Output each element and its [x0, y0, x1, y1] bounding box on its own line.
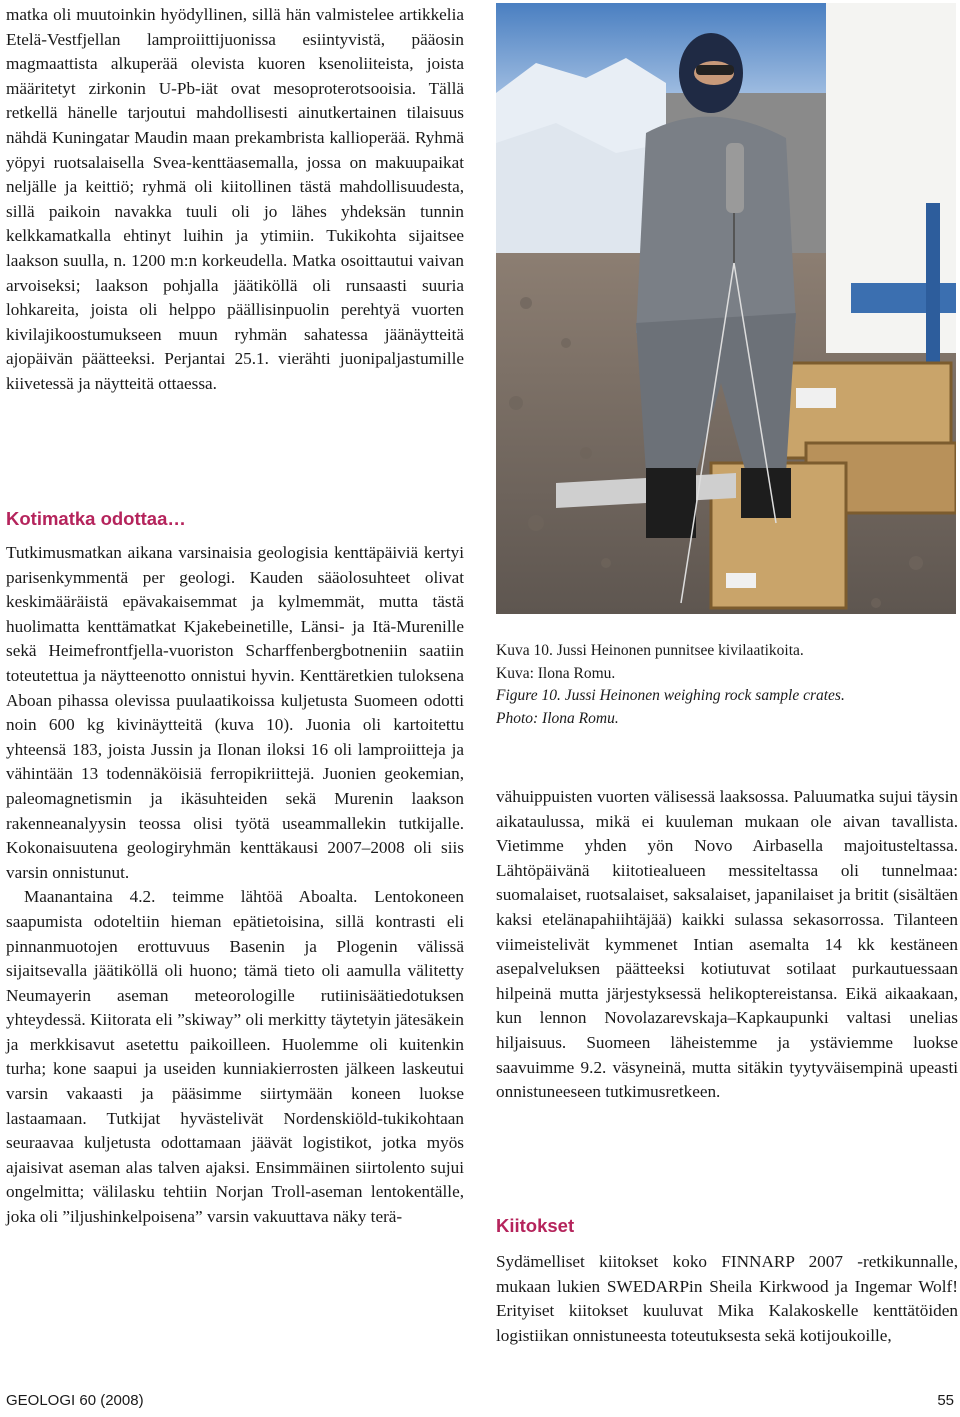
caption-fi-line2: Kuva: Ilona Romu.	[496, 664, 616, 682]
kiitokset-column	[496, 1250, 958, 1348]
figure-caption	[496, 640, 958, 730]
caption-fi-line1: Kuva 10. Jussi Heinonen punnitsee kivilaatikoita.	[496, 642, 804, 659]
caption-en-line1: Figure 10. Jussi Heinonen weighing rock sample crates.	[496, 687, 845, 704]
paragraph: vähuippuisten vuorten välisessä laaksossa. Paluumatka sujui täysin aikataulussa, mikä ei kuuleman mukaan ole aivan tavallista. Vietimme yhden yön Novo Airbasella majoitusteltassa. Lähtöpäivänä kiitotiealueen messiteltassa oli tunnelmaa: suomalaiset, ruotsalaiset, saksalaiset, japanilaiset ja britit (sisältäen kaksi etelänapahiihtäjää) kaikki sulassa sekasorrossa. Tilanteen viimeistelivät kymmenet Intian asemalta 14 kk kestäneen asepalveluksen päätteeksi kotiutuvat sotilaat purkautuessaan hilpeinä mutta järjestyksessä helikoptereistansa. Eikä aikaakaan, kun lennon Novolazarevskaja–Kapkaupunki valtasi unelias hiljaisuus. Suomeen läheistemme ja ystäviemme luokse saavuimme 9.2. väsyneinä, mutta sitäkin tyytyväisempinä upeasti onnistuneeseen tutkimusretkeen.	[496, 787, 958, 1102]
left-column-bottom	[6, 541, 464, 1230]
footer-journal: GEOLOGI 60 (2008)	[6, 1392, 144, 1409]
right-column	[496, 785, 958, 1105]
photo-figure-10	[496, 3, 956, 614]
section-heading-kotimatka: Kotimatka odottaa…	[6, 508, 186, 529]
paragraph: Sydämelliset kiitokset koko FINNARP 2007 -retkikunnalle, mukaan lukien SWEDARPin Sheila Kirkwood ja Ingemar Wolf! Erityiset kiitokset kuuluvat Mika Kalakoskelle kenttätöiden logistiikan onnistuneesta toteutuksesta sekä kotijoukoille,	[496, 1252, 958, 1345]
paragraph: Maanantaina 4.2. teimme lähtöä Aboalta. Lentokoneen saapumista odoteltiin hieman epätietoisina, sillä kontrasti eli pinnanmuotojen erottuvuus Basenin ja Plogenin välissä sijaitsevalla jäätiköllä oli huono; tämä tieto oli aamulla välitetty Neumayerin aseman meteorologille rutiinisäätiedotuksen yhteydessä. Kiitorata eli ”skiway” oli merkitty täytetyin jätesäkein ja merkkisavut asetettu paikoilleen. Huolemme oli kuitenkin turha; kone saapui ja useiden kunniakierrosten jälkeen laskeutui varsin vakaasti ja pääsimme siirtymään koneen luokse lastaamaan. Tutkijat hyvästelivät Nordenskiöld-tukikohtaan seuraavaa kuljetusta odottamaan jäävät logistikot, jotka myös ajaisivat aseman alas talven ajaksi. Ensimmäinen siirtolento sujui ongelmitta; välilasku tehtiin Norjan Troll-aseman lentokentälle, joka oli ”iljushinkelpoisena” varsin vakuuttava näky terä-	[6, 887, 464, 1227]
left-column-top	[6, 3, 464, 397]
section-heading-kiitokset: Kiitokset	[496, 1215, 575, 1236]
caption-en-line2: Photo: Ilona Romu.	[496, 709, 619, 727]
paragraph: matka oli muutoinkin hyödyllinen, sillä hän valmistelee artikkelia Etelä-Vestfjellan lamproiittijuonissa esiintyvistä, pääosin magmaattista alkuperää olevista kuoren ksenoliiteista, joista määritetyt zirkonin U-Pb-iät ovat mesoproterotsooisia. Tällä retkellä hänelle tarjoutui mahdollisesti ainutkertainen tilaisuus nähdä Kuningatar Maudin maan prekambrista kallioperää. Ryhmä yöpyi ruotsalaisella Svea-kenttäasemalla, jossa on makuupaikat neljälle ja keittiö; ryhmä oli kiitollinen tästä mahdollisuudesta, sillä paikoin navakka tuuli oli jo lähes yhdeksän tunnin kelkkamatkalla ehtinyt luihin ja ytimiin. Tukikohta sijaitsee laakson suulla, n. 1200 m:n korkeudella. Matka osoittautui vaivan arvoiseksi; laakson pohjalla jäätiköllä oli runsaasti suuria lohkareita, joista oli helppo päällisinpuolin perehtyä vuorten kivilajikoostumukseen muun ryhmän sahatessa jäänäytteitä ajopäivän päätteeksi. Perjantai 25.1. vierähti juonipaljastumille kiivetessä ja näytteitä ottaessa.	[6, 5, 464, 393]
paragraph: Tutkimusmatkan aikana varsinaisia geologisia kenttäpäiviä kertyi parisenkymmentä per geologi. Kauden sääolosuhteet olivat keskimääräistä epävakaisemmat ja kylmemmät, mutta tästä huolimatta kenttämatkat Kjakebeinetille, Länsi- ja Itä-Murenille sekä Heimefrontfjella-vuoriston Scharffenbergbotneniin saatiin toteutettua ja näytteenotto onnistui hyvin. Kenttäretkien tuloksena Aboan pihassa olevissa puulaatikoissa kuljetusta Suomeen odotti noin 600 kg kivinäytteitä (kuva 10). Juonia oli kartoitettu yhteensä 183, joista Jussin ja Ilonan iloksi 16 oli lamproiitteja ja vähintään 13 todennäköisiä ferropikriittejä. Juonien geokemian, paleomagnetismin ja ikäsuhteiden sekä Murenin laakson rakenneanalyysin teossa olisi työtä useammallekin tutkijalle. Kokonaisuutena geologiryhmän kenttäkausi 2007–2008 oli siis varsin onnistunut.	[6, 543, 464, 882]
page-number: 55	[937, 1392, 954, 1409]
